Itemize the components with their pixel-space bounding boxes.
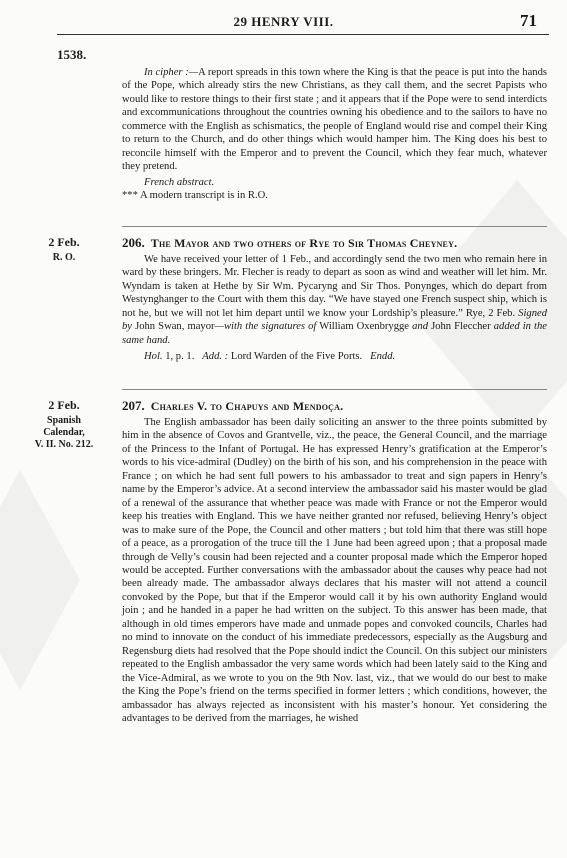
entry-206-source: R. O. — [52, 252, 76, 263]
cipher-paragraph — [122, 66, 547, 203]
entry-207-text: The English ambassador has been daily soliciting an answer to the three points submitted by him in the absence of Covos and Grantvelle, viz., the peace, the General Council, and the marriage of the Princess to the Infant of Portugal. He has expressed Henry’s gratification at the Emperor’s words to his vice-admiral (Dudley) on the birth of his son, and his comprehension in the peace with France ; on which he had sent full powers to his ambassador to treat and sign papers in Henry’s name by the Emperor’s advice. At a second interview the ambassador said his master would be glad of a renewal of the assurance that whether peace was made with France or not the Emperor would keep his treaties with England. This we have neither granted nor refused, believing Henry’s object was to make sure of the Pope, the Council and other matters ; but told him that there was still hope of a peace, as a prorogation of the truce till the 1 June had been agreed upon ; that a proposal made through de Velly’s cousin had been rejected and a counter proposal made which the Emperor hoped would be accepted. Further conversations with the ambassador about the causes why peace had not been already made. The ambassador always declares that his master will not attend a council convoked by the Pope, but that if the Emperor would call it by his own authority England would join ; and he handed in a paper he had written on the subject. To this answer has been made, that although in old times emperors have made and unmade popes and convoked councils, Charles had no mind to innovate on the conduct of his immediate predecessors, especially as the Augsburg and Regensburg diets had resolved that the Pope should indict the Council. On this subject our ministers repeated to the English ambassador the very same words which had been lately said to the King and the Vice-Admiral, as we wrote to you on the 9th Nov. last, viz., that we would do our best to make the King the Pope’s friend on the terms specified in former letters ; which conditions, however, the ambassador has always rejected as inconsistent with his master’s honour. Yet considering the advantages to be derived from the marriages, he wished — [122, 417, 547, 724]
section-rule — [122, 226, 547, 227]
transcript-note: *** A modern transcript is in R.O. — [122, 190, 268, 202]
entry-206-body: We have received your letter of 1 Feb., and accordingly send the two men who remain here in ward by these bringers. Mr. Flecher is ready to depart as soon as wind and weather will let him. Mr. Wyndam is taken at Hethe by Sir Wm. Pycaryng and Sir Thos. Ponynges, which do depart from Westynghanger to the Court with them this day. “We have stayed one French suspect ship, which is not he, but we will not let him depart until we know your Lordship’s pleasure.” Rye, 2 Feb. Signed by John Swan, mayor—with the signatures of William Oxenbrygge and John Fleccher added in the same hand. Hol. 1, p. 1. Add. : Lord Warden of the Five Ports. Endd. — [122, 254, 547, 363]
section-rule — [122, 389, 547, 390]
entry-206-text: We have received your letter of 1 Feb., and accordingly send the two men who remain here in ward by these bringers. Mr. Flecher is ready to depart as soon as wind and weather will let him. Mr. Wyndam is taken at Hethe by Sir Wm. Pycaryng and Sir Thos. Ponynges, which do depart from Westynghanger to the Court with them this day. “We have stayed one French suspect ship, which is not he, but we will not let him depart until we know your Lordship’s pleasure.” Rye, 2 Feb. — [122, 254, 547, 319]
entry-207-body — [122, 416, 547, 725]
cipher-text: A report spreads in this town where the King is that the peace is put into the hands of the Pope, which already stirs the new Christians, as they call them, and the secret Papists who would like to restore things to their first state ; and it appears that if the Pope were to send interdicts and excommunications throughout the countries owning his obedience and to the sailors to have no commerce with the English as schismatics, the people of England would rise and compel their King to return to the Church, and do other things which would hamper him. The King does his best to reconcile himself with the Emperor and to prevent the Council, which they fear much, whatever they pretend. — [122, 67, 547, 173]
entry-207-title: Charles V. to Chapuys and Mendoça. — [150, 399, 344, 413]
abstract-note: French abstract. — [144, 176, 215, 188]
entry-206-title: The Mayor and two others of Rye to Sir Thomas Cheyney. — [150, 236, 458, 250]
year-marker: 1538. — [57, 47, 87, 62]
cipher-label: In cipher :— — [144, 67, 199, 78]
entry-206-description: Hol. 1, p. 1. Add. : Lord Warden of the Five Ports. Endd. — [144, 351, 396, 363]
watermark-graphic-left — [0, 470, 80, 690]
running-header-title: 29 HENRY VIII. — [233, 14, 334, 29]
entry-207-heading — [122, 399, 552, 413]
entry-207-number: 207. — [122, 398, 145, 413]
entry-206-date: 2 Feb. — [48, 235, 80, 249]
entry-207-source: Spanish Calendar, V. II. No. 212. — [34, 415, 94, 450]
header-rule — [57, 34, 549, 35]
entry-207-date: 2 Feb. — [48, 398, 80, 412]
entry-206-heading — [122, 236, 552, 250]
entry-206-number: 206. — [122, 235, 145, 250]
page-number: 71 — [520, 11, 537, 30]
